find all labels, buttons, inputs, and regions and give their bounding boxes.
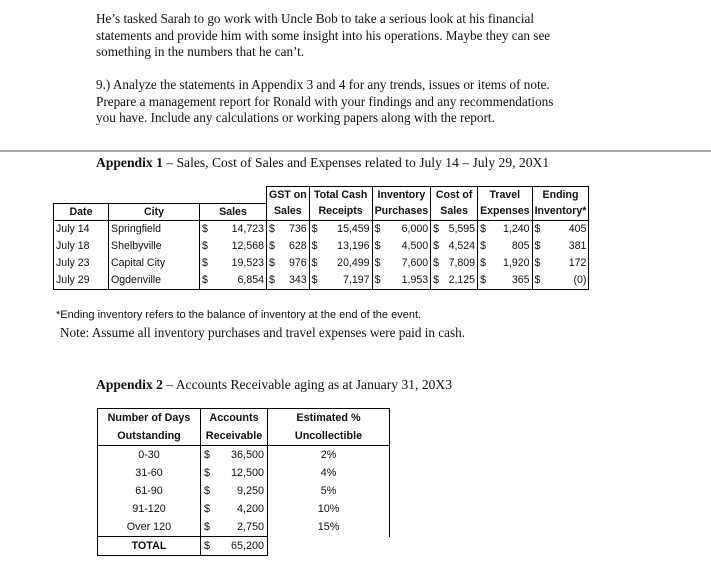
- currency-symbol: $: [431, 220, 439, 238]
- currency-symbol: $: [372, 220, 388, 238]
- cost-cell: 5,595: [448, 223, 476, 235]
- table-row: [54, 220, 589, 238]
- pct-cell: 10%: [268, 500, 390, 518]
- currency-symbol: $: [478, 255, 488, 272]
- currency-symbol: $: [202, 240, 208, 252]
- city-cell: Shelbyville: [109, 238, 200, 255]
- appendix2-table: [97, 408, 390, 556]
- currency-symbol: $: [267, 238, 283, 255]
- pct-cell: 2%: [268, 446, 390, 465]
- currency-symbol: $: [431, 255, 439, 272]
- end-header-bottom: Inventory*: [532, 203, 589, 220]
- empty-cell: [268, 537, 390, 556]
- intro-line: He’s tasked Sarah to go work with Uncle Bob to take a serious look at his financial: [96, 11, 535, 26]
- travel-cell: 1,240: [503, 223, 530, 235]
- cash-header-bottom: Receipts: [309, 203, 372, 220]
- sales-value: 14,723: [231, 223, 264, 235]
- currency-symbol: $: [309, 255, 317, 272]
- currency-symbol: $: [309, 238, 317, 255]
- pct-cell: 5%: [268, 482, 390, 500]
- ar-value: 12,500: [230, 467, 264, 479]
- cash-cell: 20,499: [337, 257, 370, 269]
- total-label: TOTAL: [98, 537, 201, 556]
- sales-value: 12,568: [231, 240, 264, 252]
- appendix1-table: [53, 186, 589, 290]
- total-row: [98, 537, 390, 556]
- pct-cell: 4%: [268, 464, 390, 482]
- cash-cell: 7,197: [318, 272, 373, 290]
- currency-symbol: $: [204, 467, 211, 479]
- question-line: 9.) Analyze the statements in Appendix 3 and 4 for any trends, issues or items of note.: [96, 77, 550, 92]
- currency-symbol: $: [309, 220, 317, 238]
- days-cell: 0-30: [98, 446, 201, 465]
- ar-value: 9,250: [236, 485, 264, 497]
- sales-cell: [200, 272, 267, 290]
- table-row: [98, 482, 390, 500]
- gst-cell: 628: [288, 240, 307, 252]
- currency-symbol: $: [204, 503, 211, 515]
- table-row: [98, 446, 390, 465]
- gst-cell: 736: [288, 223, 307, 235]
- cost-cell: 4,524: [448, 240, 476, 252]
- travel-header-top: Travel: [478, 187, 532, 204]
- gst-cell: 343: [283, 272, 310, 290]
- question-line: you have. Include any calculations or working papers along with the report.: [96, 110, 495, 126]
- date-header: Date: [54, 203, 109, 220]
- appendix2-label: Appendix 2: [96, 377, 163, 392]
- intro-paragraph: [96, 11, 596, 61]
- section-divider: [0, 150, 711, 152]
- total-ar-cell: [201, 537, 268, 556]
- ar-header-bottom: Receivable: [201, 427, 268, 446]
- currency-symbol: $: [532, 255, 540, 272]
- currency-symbol: $: [202, 274, 208, 286]
- city-cell: Ogdenville: [109, 272, 200, 290]
- table-row: [54, 238, 589, 255]
- days-header-top: Number of Days: [98, 409, 201, 428]
- appendix1-footnote: *Ending inventory refers to the balance of inventory at the end of the event.: [56, 309, 422, 321]
- days-header-bottom: Outstanding: [98, 427, 201, 446]
- pct-cell: 15%: [268, 518, 390, 537]
- currency-symbol: $: [431, 238, 439, 255]
- travel-header-bottom: Expenses: [478, 203, 532, 220]
- sales-cell: [200, 238, 267, 255]
- gst-cell: 976: [288, 257, 307, 269]
- currency-symbol: $: [431, 272, 439, 290]
- currency-symbol: $: [532, 272, 540, 290]
- cost-header-top: Cost of: [431, 187, 478, 204]
- intro-line: statements and provide him with some insight into his operations. Maybe they can see: [96, 27, 551, 43]
- table-row: [54, 255, 589, 272]
- days-cell: 31-60: [98, 464, 201, 482]
- end-cell: 405: [540, 220, 589, 238]
- travel-cell: 1,920: [503, 257, 530, 269]
- date-cell: July 29: [54, 272, 109, 290]
- currency-symbol: $: [478, 238, 488, 255]
- cash-cell: 13,196: [337, 240, 370, 252]
- inv-header-top: Inventory: [372, 187, 431, 204]
- sales-cell: [200, 255, 267, 272]
- ar-cell: [201, 500, 268, 518]
- end-cell: (0): [540, 272, 589, 290]
- cash-header-top: Total Cash: [309, 187, 372, 204]
- date-cell: July 14: [54, 220, 109, 238]
- travel-cell: 365: [488, 272, 533, 290]
- sales-value: 19,523: [231, 257, 264, 269]
- end-header-top: Ending: [532, 187, 589, 204]
- ar-value: 36,500: [230, 449, 264, 461]
- table-header-row: [54, 203, 589, 220]
- cost-cell: 7,809: [448, 257, 476, 269]
- currency-symbol: $: [267, 255, 283, 272]
- gst-header-top: GST on: [267, 187, 310, 204]
- table-header-row: [98, 409, 390, 428]
- sales-header: Sales: [200, 203, 267, 220]
- cost-header-bottom: Sales: [431, 203, 478, 220]
- appendix1-note: Note: Assume all inventory purchases and travel expenses were paid in cash.: [60, 325, 466, 340]
- ar-header-top: Accounts: [201, 409, 268, 428]
- currency-symbol: $: [204, 449, 211, 461]
- intro-line: something in the numbers that he can’t.: [96, 44, 305, 60]
- table-row: [54, 272, 589, 290]
- ar-cell: [201, 446, 268, 465]
- currency-symbol: $: [267, 220, 283, 238]
- inv-cell: 6,000: [401, 223, 429, 235]
- currency-symbol: $: [202, 257, 208, 269]
- currency-symbol: $: [372, 272, 388, 290]
- ar-cell: [201, 518, 268, 537]
- table-row: [98, 518, 390, 537]
- city-cell: Capital City: [109, 255, 200, 272]
- days-cell: 91-120: [98, 500, 201, 518]
- currency-symbol: $: [309, 272, 317, 290]
- table-header-row: [98, 427, 390, 446]
- currency-symbol: $: [372, 238, 388, 255]
- inv-cell: 4,500: [401, 240, 429, 252]
- cost-cell: 2,125: [439, 272, 478, 290]
- pct-header-top: Estimated %: [268, 409, 390, 428]
- days-cell: Over 120: [98, 518, 201, 537]
- currency-symbol: $: [478, 220, 488, 238]
- currency-symbol: $: [267, 272, 283, 290]
- currency-symbol: $: [202, 223, 208, 235]
- ar-cell: [201, 464, 268, 482]
- appendix1-title: – Sales, Cost of Sales and Expenses related to July 14 – July 29, 20X1: [162, 155, 550, 170]
- total-ar-value: 65,200: [230, 540, 264, 552]
- days-cell: 61-90: [98, 482, 201, 500]
- appendix1-label: Appendix 1: [96, 155, 163, 170]
- currency-symbol: $: [532, 238, 540, 255]
- question-line: Prepare a management report for Ronald with your findings and any recommendations: [96, 93, 554, 109]
- inv-header-bottom: Purchases: [372, 203, 431, 220]
- gst-header-bottom: Sales: [267, 203, 310, 220]
- appendix2-heading: [96, 377, 452, 393]
- pct-header-bottom: Uncollectible: [268, 427, 390, 446]
- inv-cell: 7,600: [401, 257, 429, 269]
- currency-symbol: $: [204, 540, 211, 552]
- currency-symbol: $: [532, 220, 540, 238]
- ar-value: 4,200: [236, 503, 264, 515]
- travel-cell: 805: [511, 240, 530, 252]
- table-row: [98, 464, 390, 482]
- sales-cell: [200, 220, 267, 238]
- ar-value: 2,750: [236, 521, 264, 533]
- date-cell: July 18: [54, 238, 109, 255]
- end-cell: 381: [540, 238, 589, 255]
- end-cell: 172: [540, 255, 589, 272]
- table-header-row: [54, 187, 589, 204]
- city-cell: Springfield: [109, 220, 200, 238]
- table-row: [98, 500, 390, 518]
- city-header: City: [109, 203, 200, 220]
- currency-symbol: $: [204, 485, 211, 497]
- currency-symbol: $: [204, 521, 211, 533]
- cash-cell: 15,459: [337, 223, 370, 235]
- currency-symbol: $: [372, 255, 388, 272]
- question-paragraph: [96, 77, 596, 127]
- ar-cell: [201, 482, 268, 500]
- appendix2-title: – Accounts Receivable aging as at January 31, 20X3: [162, 377, 453, 392]
- currency-symbol: $: [478, 272, 488, 290]
- date-cell: July 23: [54, 255, 109, 272]
- appendix1-heading: [96, 155, 549, 171]
- sales-value: 6,854: [237, 274, 264, 286]
- inv-cell: 1,953: [388, 272, 431, 290]
